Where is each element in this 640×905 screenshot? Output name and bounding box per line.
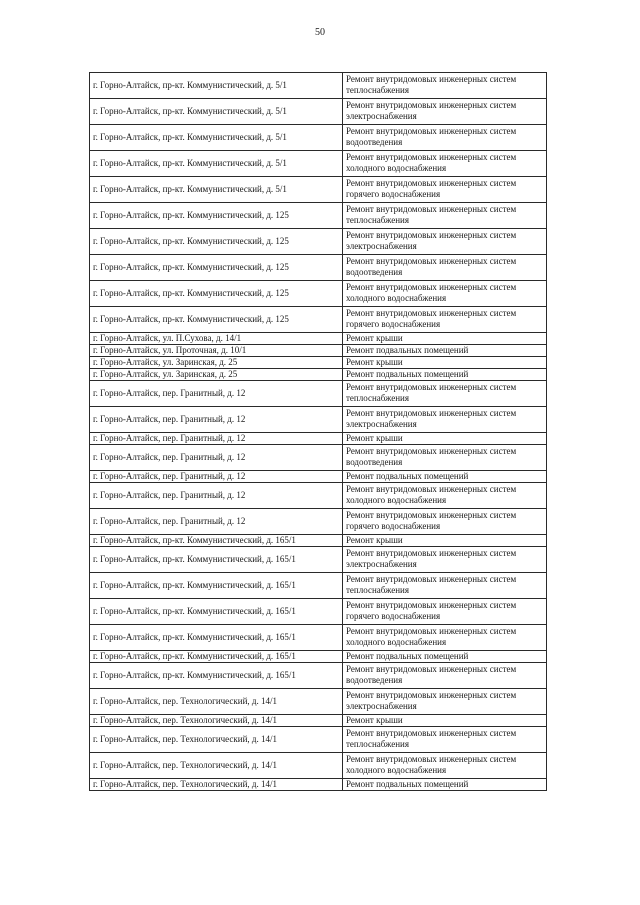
- work-type-cell: Ремонт внутридомовых инженерных систем холодного водоснабжения: [343, 483, 547, 509]
- table-row: [90, 125, 547, 151]
- address-cell: г. Горно-Алтайск, пр-кт. Коммунистический, д. 165/1: [90, 573, 343, 599]
- address-cell: г. Горно-Алтайск, пер. Гранитный, д. 12: [90, 445, 343, 471]
- work-type-cell: Ремонт внутридомовых инженерных систем теплоснабжения: [343, 573, 547, 599]
- address-cell: г. Горно-Алтайск, пр-кт. Коммунистический, д. 125: [90, 229, 343, 255]
- address-cell: г. Горно-Алтайск, пер. Гранитный, д. 12: [90, 433, 343, 445]
- table-row: [90, 535, 547, 547]
- work-type-cell: Ремонт крыши: [343, 357, 547, 369]
- work-type-cell: Ремонт внутридомовых инженерных систем горячего водоснабжения: [343, 509, 547, 535]
- work-type-cell: Ремонт подвальных помещений: [343, 369, 547, 381]
- table-row: [90, 651, 547, 663]
- work-type-cell: Ремонт внутридомовых инженерных систем горячего водоснабжения: [343, 177, 547, 203]
- table-row: [90, 625, 547, 651]
- address-cell: г. Горно-Алтайск, пр-кт. Коммунистический, д. 165/1: [90, 547, 343, 573]
- work-type-cell: Ремонт внутридомовых инженерных систем холодного водоснабжения: [343, 281, 547, 307]
- table-row: [90, 73, 547, 99]
- works-table: [89, 72, 547, 791]
- address-cell: г. Горно-Алтайск, пер. Гранитный, д. 12: [90, 381, 343, 407]
- table-row: [90, 715, 547, 727]
- address-cell: г. Горно-Алтайск, пер. Гранитный, д. 12: [90, 483, 343, 509]
- table-row: [90, 753, 547, 779]
- table-row: [90, 151, 547, 177]
- work-type-cell: Ремонт крыши: [343, 715, 547, 727]
- address-cell: г. Горно-Алтайск, пер. Технологический, д. 14/1: [90, 779, 343, 791]
- table-row: [90, 483, 547, 509]
- work-type-cell: Ремонт подвальных помещений: [343, 779, 547, 791]
- work-type-cell: Ремонт внутридомовых инженерных систем водоотведения: [343, 663, 547, 689]
- table-row: [90, 357, 547, 369]
- address-cell: г. Горно-Алтайск, ул. Проточная, д. 10/1: [90, 345, 343, 357]
- page-number: 50: [315, 27, 325, 38]
- table-row: [90, 177, 547, 203]
- address-cell: г. Горно-Алтайск, пер. Гранитный, д. 12: [90, 509, 343, 535]
- address-cell: г. Горно-Алтайск, пр-кт. Коммунистический, д. 5/1: [90, 99, 343, 125]
- table-row: [90, 547, 547, 573]
- work-type-cell: Ремонт внутридомовых инженерных систем электроснабжения: [343, 689, 547, 715]
- table-row: [90, 663, 547, 689]
- work-type-cell: Ремонт внутридомовых инженерных систем водоотведения: [343, 445, 547, 471]
- address-cell: г. Горно-Алтайск, пр-кт. Коммунистический, д. 125: [90, 281, 343, 307]
- table-row: [90, 369, 547, 381]
- work-type-cell: Ремонт крыши: [343, 535, 547, 547]
- address-cell: г. Горно-Алтайск, пр-кт. Коммунистический, д. 5/1: [90, 73, 343, 99]
- address-cell: г. Горно-Алтайск, пр-кт. Коммунистический, д. 165/1: [90, 663, 343, 689]
- address-cell: г. Горно-Алтайск, пер. Технологический, д. 14/1: [90, 727, 343, 753]
- address-cell: г. Горно-Алтайск, пр-кт. Коммунистический, д. 5/1: [90, 177, 343, 203]
- table-row: [90, 99, 547, 125]
- address-cell: г. Горно-Алтайск, пр-кт. Коммунистический, д. 125: [90, 203, 343, 229]
- address-cell: г. Горно-Алтайск, пер. Гранитный, д. 12: [90, 471, 343, 483]
- table-row: [90, 727, 547, 753]
- work-type-cell: Ремонт внутридомовых инженерных систем горячего водоснабжения: [343, 599, 547, 625]
- table-row: [90, 333, 547, 345]
- work-type-cell: Ремонт подвальных помещений: [343, 651, 547, 663]
- table-row: [90, 407, 547, 433]
- work-type-cell: Ремонт внутридомовых инженерных систем теплоснабжения: [343, 381, 547, 407]
- table-row: [90, 433, 547, 445]
- table-row: [90, 573, 547, 599]
- work-type-cell: Ремонт внутридомовых инженерных систем теплоснабжения: [343, 203, 547, 229]
- address-cell: г. Горно-Алтайск, пр-кт. Коммунистический, д. 165/1: [90, 599, 343, 625]
- table-row: [90, 445, 547, 471]
- address-cell: г. Горно-Алтайск, пр-кт. Коммунистический, д. 165/1: [90, 625, 343, 651]
- table-row: [90, 509, 547, 535]
- address-cell: г. Горно-Алтайск, пр-кт. Коммунистический, д. 125: [90, 255, 343, 281]
- address-cell: г. Горно-Алтайск, пер. Гранитный, д. 12: [90, 407, 343, 433]
- work-type-cell: Ремонт внутридомовых инженерных систем теплоснабжения: [343, 727, 547, 753]
- table-row: [90, 255, 547, 281]
- address-cell: г. Горно-Алтайск, ул. П.Сухова, д. 14/1: [90, 333, 343, 345]
- table-row: [90, 345, 547, 357]
- address-cell: г. Горно-Алтайск, ул. Заринская, д. 25: [90, 357, 343, 369]
- table-row: [90, 307, 547, 333]
- work-type-cell: Ремонт подвальных помещений: [343, 471, 547, 483]
- work-type-cell: Ремонт внутридомовых инженерных систем теплоснабжения: [343, 73, 547, 99]
- table-row: [90, 381, 547, 407]
- table-row: [90, 599, 547, 625]
- work-type-cell: Ремонт внутридомовых инженерных систем электроснабжения: [343, 407, 547, 433]
- work-type-cell: Ремонт внутридомовых инженерных систем холодного водоснабжения: [343, 753, 547, 779]
- work-type-cell: Ремонт подвальных помещений: [343, 345, 547, 357]
- works-table-body: [90, 73, 547, 791]
- work-type-cell: Ремонт внутридомовых инженерных систем холодного водоснабжения: [343, 625, 547, 651]
- table-row: [90, 689, 547, 715]
- work-type-cell: Ремонт внутридомовых инженерных систем электроснабжения: [343, 547, 547, 573]
- table-row: [90, 229, 547, 255]
- address-cell: г. Горно-Алтайск, пр-кт. Коммунистический, д. 5/1: [90, 125, 343, 151]
- table-row: [90, 471, 547, 483]
- table-row: [90, 203, 547, 229]
- work-type-cell: Ремонт внутридомовых инженерных систем электроснабжения: [343, 229, 547, 255]
- address-cell: г. Горно-Алтайск, пер. Технологический, д. 14/1: [90, 715, 343, 727]
- table-row: [90, 281, 547, 307]
- work-type-cell: Ремонт крыши: [343, 333, 547, 345]
- work-type-cell: Ремонт внутридомовых инженерных систем водоотведения: [343, 255, 547, 281]
- work-type-cell: Ремонт внутридомовых инженерных систем холодного водоснабжения: [343, 151, 547, 177]
- work-type-cell: Ремонт внутридомовых инженерных систем электроснабжения: [343, 99, 547, 125]
- address-cell: г. Горно-Алтайск, пр-кт. Коммунистический, д. 165/1: [90, 535, 343, 547]
- table-row: [90, 779, 547, 791]
- address-cell: г. Горно-Алтайск, пр-кт. Коммунистический, д. 125: [90, 307, 343, 333]
- work-type-cell: Ремонт крыши: [343, 433, 547, 445]
- address-cell: г. Горно-Алтайск, пер. Технологический, д. 14/1: [90, 753, 343, 779]
- address-cell: г. Горно-Алтайск, пр-кт. Коммунистический, д. 165/1: [90, 651, 343, 663]
- work-type-cell: Ремонт внутридомовых инженерных систем горячего водоснабжения: [343, 307, 547, 333]
- address-cell: г. Горно-Алтайск, пр-кт. Коммунистический, д. 5/1: [90, 151, 343, 177]
- address-cell: г. Горно-Алтайск, пер. Технологический, д. 14/1: [90, 689, 343, 715]
- work-type-cell: Ремонт внутридомовых инженерных систем водоотведения: [343, 125, 547, 151]
- address-cell: г. Горно-Алтайск, ул. Заринская, д. 25: [90, 369, 343, 381]
